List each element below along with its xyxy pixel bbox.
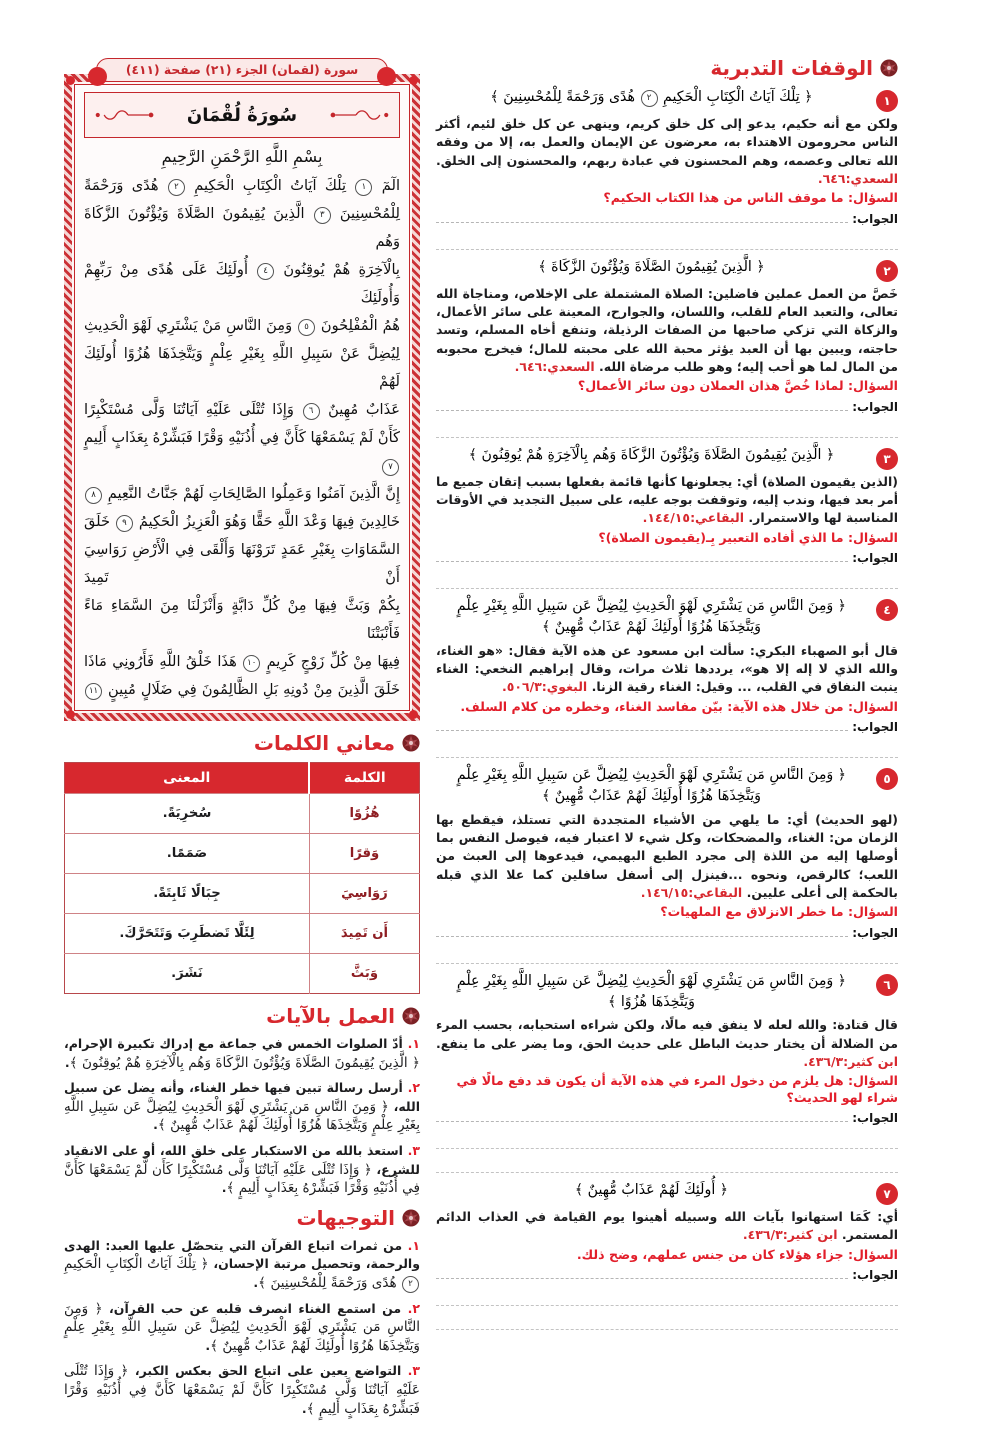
banner-ornament-icon bbox=[329, 108, 391, 122]
source-citation: البقاعي:١٤٦/١٥. bbox=[640, 884, 743, 900]
source-citation: السعدي:٦٤٦. bbox=[817, 170, 898, 186]
table-row bbox=[65, 874, 420, 914]
basmala: بِسْمِ اللَّهِ الرَّحْمَنِ الرَّحِيمِ bbox=[161, 147, 323, 166]
quran-line: إِنَّ الَّذِينَ آمَنُوا وَعَمِلُوا الصَّالِحَاتِ لَهُمْ جَنَّاتُ النَّعِيمِ ٨ bbox=[84, 480, 400, 508]
word-meanings-section bbox=[64, 733, 420, 994]
quran-quote: ﴿ الَّذِينَ يُقِيمُونَ الصَّلَاةَ وَيُؤْتُونَ الزَّكَاةَ ﴾ bbox=[538, 258, 765, 275]
banner-ornament-icon bbox=[93, 108, 155, 122]
quran-line: الٓمٓ ١ تِلْكَ آيَاتُ الْكِتَابِ الْحَكِيمِ ٢ هُدًى وَرَحْمَةً bbox=[84, 177, 401, 194]
answer-blank-line bbox=[436, 1282, 898, 1306]
tawjihat-list bbox=[64, 1237, 420, 1419]
answer-blank-line bbox=[436, 410, 848, 411]
item-question: السؤال: لماذا خُصَّ هذان العملان دون سائر الأعمال؟ bbox=[577, 378, 898, 394]
answer-extra-lines bbox=[436, 414, 898, 438]
item-number-badge: ٤ bbox=[876, 599, 898, 621]
item-commentary: (لهو الحديث) أي: ما يلهي من الأشياء المتجددة التي تستلذ، فيقطع بها الزمان من: الغناء، والمضحكات، وكل شيء لا اعتبار فيه، فيوصل النفس بما أوصلها إليه من اللذة إلى مجرد الطبع البهيمي، فيدعوها إلى العبث من اللعب؛ كالرقص، ونحوه ...فينزل إلى أسفل سافلين كما علا الذي قبله بالحكمة إلى أعلى عليين. البقاعي:١٤٦/١٥. bbox=[436, 811, 898, 900]
rosette-icon bbox=[880, 59, 898, 77]
item-question: السؤال: ما موقف الناس من هذا الكتاب الحكيم؟ bbox=[603, 190, 898, 206]
word-cell: رَوَاسِيَ bbox=[309, 874, 419, 914]
meaning-cell: سُخرِيَةً. bbox=[65, 794, 310, 834]
corner-dot-icon bbox=[409, 76, 418, 85]
item-commentary: قال قتادة: والله لعله لا ينفق فيه مالًا، ولكن شراءه استحبابه، بحسب المرء من الضلالة أن يختار حديث الباطل على حديث الحق، وما يضر على ما ينفع. ابن كثير:٤٣٦/٣. bbox=[436, 1017, 898, 1069]
item-question: السؤال: من خلال هذه الآية: بيّن مفاسد الغناء، وخطره من كلام السلف. bbox=[460, 698, 898, 714]
mushaf-frame bbox=[64, 74, 420, 721]
meaning-cell: جِبَالًا ثَابِتَةً. bbox=[65, 874, 310, 914]
meaning-cell: لِئَلَّا تَضطَرِبَ وَتَتَحَرَّكَ. bbox=[65, 914, 310, 954]
waqafat-item bbox=[436, 257, 898, 438]
quran-quote: ﴿ وَإِذَا تُتْلَى عَلَيْهِ آيَاتُنَا وَلَّى مُسْتَكْبِرًا كَأَن لَّمْ يَسْمَعْهَا كَأَنَّ فِي أُذُنَيْهِ وَقْرًا فَبَشِّرْهُ بِعَذَابٍ أَلِيمٍ ﴾ bbox=[64, 1161, 420, 1197]
item-commentary: خَصَّ من العمل عملين فاضلين: الصلاة المشتملة على الإخلاص، ومناجاة الله تعالى، والتعبد العام للقلب، واللسان، والجوارح، المعينة على سائر الأعمال، والزكاة التي تزكي صاحبها من الصفات الرذيلة، وتنفع أخاه المسلم، وتسد حاجته، ويبين بها أن العبد يؤثر محبة الله على محبته للمال؛ فيخرج محبوبه من المال لما هو أحب إليه؛ وهو طلب مرضاة الله. السعدي:٦٤٦. bbox=[436, 285, 898, 374]
answer-extra-lines bbox=[436, 1282, 898, 1330]
waqafat-item bbox=[436, 87, 898, 250]
answer-label: الجواب: bbox=[852, 1111, 898, 1126]
section-waqafat-header bbox=[436, 58, 898, 78]
amal-item: ٢. أرسل رسالة تبين فيها خطر الغناء، وأنه يضل عن سبيل الله، ﴿ وَمِنَ النَّاسِ مَن يَشْتَرِي لَهْوَ الْحَدِيثِ لِيُضِلَّ عَن سَبِيلِ اللَّهِ بِغَيْرِ عِلْمٍ وَيَتَّخِذَهَا هُزُوًا أُولَئِكَ لَهُمْ عَذَابٌ مُّهِينٌ ﴾. bbox=[64, 1080, 421, 1134]
answer-extra-lines bbox=[436, 940, 898, 964]
item-number-badge: ٣ bbox=[876, 448, 898, 470]
section-maani-header bbox=[64, 733, 420, 753]
corner-dot-icon bbox=[66, 76, 75, 85]
item-number-badge: ١ bbox=[876, 90, 898, 112]
amal-item: ١. أدّ الصلوات الخمس في جماعة مع إدراك تكبيرة الإحرام، ﴿ الَّذِينَ يُقِيمُونَ الصَّلَاةَ وَيُؤْتُونَ الزَّكَاةَ وَهُم بِالْآخِرَةِ هُمْ يُوقِنُونَ ﴾. bbox=[64, 1036, 420, 1071]
amal-list bbox=[64, 1035, 420, 1198]
quran-quote: ﴿ أُولَئِكَ لَهُمْ عَذَابٌ مُّهِينٌ ﴾ bbox=[574, 1182, 729, 1199]
section-title: معاني الكلمات bbox=[253, 731, 395, 755]
answer-label: الجواب: bbox=[852, 551, 898, 566]
amal-item: ٣. استعذ بالله من الاستكبار على خلق الله، أو على الانقياد للشرع، ﴿ وَإِذَا تُتْلَى عَلَيْهِ آيَاتُنَا وَلَّى مُسْتَكْبِرًا كَأَن لَّمْ يَسْمَعْهَا كَأَنَّ فِي أُذُنَيْهِ وَقْرًا فَبَشِّرْهُ بِعَذَابٍ أَلِيمٍ ﴾. bbox=[64, 1142, 420, 1197]
quran-line: لِيُضِلَّ عَنْ سَبِيلِ اللَّهِ بِغَيْرِ عِلْمٍ وَيَتَّخِذَهَا هُزُوًا أُولَئِكَ لَهُمْ bbox=[84, 345, 400, 390]
table-row bbox=[65, 954, 420, 994]
answer-blank-line bbox=[436, 565, 898, 589]
section-title: العمل بالآيات bbox=[266, 1004, 395, 1028]
item-number: ٣. bbox=[407, 1142, 420, 1158]
source-citation: ابن كثير:٤٣٦/٣. bbox=[803, 1053, 898, 1069]
waqafat-column bbox=[436, 58, 898, 1337]
quran-quote: ﴿ وَمِنَ النَّاسِ مَن يَشْتَرِي لَهْوَ الْحَدِيثِ لِيُضِلَّ عَن سَبِيلِ اللَّهِ بِغَيْرِ عِلْمٍ وَيَتَّخِذَهَا هُزُوًا أُولَئِكَ لَهُمْ عَذَابٌ مُّهِينٌ ﴾ bbox=[456, 767, 847, 805]
answer-blank-line bbox=[436, 936, 848, 937]
item-number-badge: ٦ bbox=[876, 974, 898, 996]
column-header-meaning: المعنى bbox=[65, 763, 310, 794]
tawjihat-item: ١. من ثمرات اتباع القرآن التي يتحصّل عليها العبد: الهدى والرحمة، وتحصيل مرتبة الإحسان، ﴿ تِلْكَ آيَاتُ الْكِتَابِ الْحَكِيمِ ٢ هُدًى وَرَحْمَةً لِلْمُحْسِنِينَ ﴾. bbox=[64, 1237, 420, 1291]
answer-extra-lines bbox=[436, 1125, 898, 1173]
mushaf-page bbox=[64, 58, 420, 721]
surah-title: سُورَةُ لُقْمَانَ bbox=[186, 104, 298, 126]
waqafat-item bbox=[436, 971, 898, 1173]
quran-quote: ﴿ وَمِنَ النَّاسِ مَن يَشْتَرِي لَهْوَ الْحَدِيثِ لِيُضِلَّ عَن سَبِيلِ اللَّهِ بِغَيْرِ عِلْمٍ وَيَتَّخِذَهَا هُزُوًا أُولَئِكَ لَهُمْ عَذَابٌ مُّهِينٌ ﴾ bbox=[456, 598, 847, 636]
item-commentary: أي: كَمَا استهانوا بآيات الله وسبيله أهينوا يوم القيامة في العذاب الدائم المستمر. ابن كثير:٤٣٦/٣. bbox=[436, 1209, 898, 1243]
section-title: الوقفات التدبرية bbox=[710, 56, 873, 80]
rosette-icon bbox=[402, 734, 420, 752]
quran-text bbox=[84, 172, 400, 704]
item-number-badge: ٥ bbox=[876, 768, 898, 790]
waqafat-item bbox=[436, 445, 898, 589]
quran-quote: ﴿ وَمِنَ النَّاسِ مَن يَشْتَرِي لَهْوَ الْحَدِيثِ لِيُضِلَّ عَن سَبِيلِ اللَّهِ بِغَيْرِ عِلْمٍ وَيَتَّخِذَهَا هُزُوًا أُولَئِكَ لَهُمْ عَذَابٌ مُّهِينٌ ﴾ bbox=[64, 1098, 420, 1134]
quran-quote: ﴿ تِلْكَ آيَاتُ الْكِتَابِ الْحَكِيمِ ٢ هُدًى وَرَحْمَةً لِلْمُحْسِنِينَ ﴾ bbox=[64, 1256, 420, 1291]
item-commentary: ولكن مع أنه حكيم، يدعو إلى كل خلق كريم، وينهى عن كل خلق لئيم، أكثر الناس محرومون الاهتداء به، معرضون عن الإيمان والعمل به، إلا من وفقه الله تعالى وعصمه، وهم المحسنون في عبادة ربهم، والمحسنون إلى الخلق. السعدي:٦٤٦. bbox=[436, 116, 898, 186]
quran-quote: ﴿ تِلْكَ آيَاتُ الْكِتَابِ الْحَكِيمِ ٢ هُدًى وَرَحْمَةً لِلْمُحْسِنِينَ ﴾ bbox=[490, 89, 813, 105]
item-question: السؤال: ما الذي أفاده التعبير بِـ(يقيمون الصلاة)؟ bbox=[598, 529, 898, 545]
left-column bbox=[64, 58, 420, 1428]
answer-blank-line bbox=[436, 730, 848, 731]
surah-title-banner bbox=[84, 92, 400, 138]
quran-line: خَالِدِينَ فِيهَا وَعْدَ اللَّهِ حَقًّا وَهُوَ الْعَزِيزُ الْحَكِيمُ ٩ خَلَقَ bbox=[84, 513, 400, 530]
table-row bbox=[65, 794, 420, 834]
answer-blank-line bbox=[436, 1278, 848, 1279]
answer-blank-line bbox=[436, 226, 898, 250]
mushaf-tab bbox=[96, 58, 388, 82]
word-meanings-table bbox=[64, 762, 420, 994]
answer-extra-lines bbox=[436, 565, 898, 589]
answer-extra-lines bbox=[436, 734, 898, 758]
item-number-badge: ٢ bbox=[876, 260, 898, 282]
column-header-word: الكلمة bbox=[309, 763, 419, 794]
quran-quote: ﴿ وَإِذَا تُتْلَى عَلَيْهِ آيَاتُنَا وَلَّى مُسْتَكْبِرًا كَأَنَّ لَمْ يَسْمَعْهَا كَأَنَّ فِي أُذُنَيْهِ وَقْرًا فَبَشِّرْهُ بِعَذَابٍ أَلِيمٍ ﴾ bbox=[64, 1363, 420, 1417]
item-number-badge: ٧ bbox=[876, 1183, 898, 1205]
item-number: ١. bbox=[407, 1237, 420, 1253]
quran-quote: ﴿ الَّذِينَ يُقِيمُونَ الصَّلَاةَ وَيُؤْتُونَ الزَّكَاةَ وَهُم بِالْآخِرَةِ هُمْ يُوقِنُونَ ﴾ bbox=[468, 446, 835, 463]
waqafat-list bbox=[436, 87, 898, 1330]
tawjihat-item: ٣. التواضع يعين على اتباع الحق بعكس الكبر، ﴿ وَإِذَا تُتْلَى عَلَيْهِ آيَاتُنَا وَلَّى مُسْتَكْبِرًا كَأَنَّ لَمْ يَسْمَعْهَا كَأَنَّ فِي أُذُنَيْهِ وَقْرًا فَبَشِّرْهُ بِعَذَابٍ أَلِيمٍ ﴾. bbox=[64, 1363, 421, 1417]
answer-label: الجواب: bbox=[852, 1268, 898, 1283]
waqafat-item bbox=[436, 1180, 898, 1330]
item-commentary: (الذين يقيمون الصلاة) أي: يجعلونها كأنها قائمة بفعلها بسبب إتقان جميع ما أمر بعد فيها، وندب إليه، وتوقفت بوجه عليه، على سبيل التجديد في الأوقات المناسبة لها والاستمرار. البقاعي:١٤٤/١٥. bbox=[436, 473, 898, 526]
answer-blank-line bbox=[436, 1149, 898, 1173]
answer-blank-line bbox=[436, 940, 898, 964]
section-title: التوجيهات bbox=[296, 1205, 395, 1230]
quran-quote: ﴿ الَّذِينَ يُقِيمُونَ الصَّلَاةَ وَيُؤْتُونَ الزَّكَاةَ وَهُم بِالْآخِرَةِ هُمْ يُوقِنُونَ ﴾ bbox=[69, 1054, 420, 1071]
item-question: السؤال: هل يلزم من دخول المرء في هذه الآية أن يكون قد دفع مالًا في شراء لهو الحديث؟ bbox=[456, 1073, 898, 1105]
quran-line: بِكُمْ وَبَثَّ فِيهَا مِنْ كُلِّ دَابَّةٍ وَأَنْزَلْنَا مِنَ السَّمَاءِ مَاءً فَأَنْبَتْنَا bbox=[84, 597, 400, 642]
item-commentary: قال أبو الصهباء البكري: سألت ابن مسعود عن هذه الآية فقال: «هو الغناء، والله الذي لا إله إلا هو»، يرددها ثلاث مرات، وقال إبراهيم النخعي: الغناء ينبت النفاق في القلب، ... وقيل: الغناء رقية الزنا. البغوي:٥٠٦/٣. bbox=[436, 642, 898, 695]
rosette-icon bbox=[402, 1209, 420, 1227]
item-question: السؤال: جزاء هؤلاء كان من جنس عملهم، وضح ذلك. bbox=[576, 1246, 898, 1262]
waqafat-item bbox=[436, 765, 898, 964]
amal-section bbox=[64, 1006, 420, 1198]
mushaf-tab-label: سورة (لقمان) الجزء (٢١) صفحة (٤١١) bbox=[125, 63, 359, 77]
answer-blank-line bbox=[436, 561, 848, 562]
quran-line: لِلْمُحْسِنِينَ ٣ الَّذِينَ يُقِيمُونَ الصَّلَاةَ وَيُؤْتُونَ الزَّكَاةَ وَهُم bbox=[84, 205, 400, 250]
answer-extra-lines bbox=[436, 226, 898, 250]
answer-blank-line bbox=[436, 734, 898, 758]
answer-blank-line bbox=[436, 1125, 898, 1149]
answer-label: الجواب: bbox=[852, 720, 898, 735]
tab-dot-icon bbox=[88, 67, 107, 86]
item-number: ١. bbox=[407, 1036, 420, 1051]
quran-line: فِيهَا مِنْ كُلِّ زَوْجٍ كَرِيمٍ ١٠ هَذَا خَلْقُ اللَّهِ فَأَرُونِي مَاذَا bbox=[84, 653, 400, 670]
answer-label: الجواب: bbox=[852, 399, 898, 414]
tab-dot-icon bbox=[377, 67, 396, 86]
quran-quote: ﴿ وَمِنَ النَّاسِ مَن يَشْتَرِي لَهْوَ الْحَدِيثِ لِيُضِلَّ عَن سَبِيلِ اللَّهِ بِغَيْرِ عِلْمٍ وَيَتَّخِذَهَا هُزُوًا ﴾ bbox=[456, 972, 847, 1010]
answer-label: الجواب: bbox=[852, 211, 898, 226]
word-cell: أَن تَمِيدَ bbox=[309, 914, 419, 954]
quran-line: هُمُ الْمُفْلِحُونَ ٥ وَمِنَ النَّاسِ مَنْ يَشْتَرِي لَهْوَ الْحَدِيثِ bbox=[84, 317, 400, 334]
answer-blank-line bbox=[436, 1121, 848, 1122]
source-citation: السعدي:٦٤٦. bbox=[514, 358, 595, 374]
source-citation: البغوي:٥٠٦/٣. bbox=[501, 679, 588, 695]
section-amal-header bbox=[64, 1006, 420, 1026]
quran-line: خَلَقَ الَّذِينَ مِنْ دُونِهِ بَلِ الظَّالِمُونَ فِي ضَلَالٍ مُبِينٍ ١١ bbox=[84, 676, 400, 704]
table-row bbox=[65, 914, 420, 954]
word-cell: هُزُوًا bbox=[309, 794, 419, 834]
quran-line: بِالْآخِرَةِ هُمْ يُوقِنُونَ ٤ أُولَئِكَ عَلَى هُدًى مِنْ رَبِّهِمْ وَأُولَئِكَ bbox=[84, 261, 400, 306]
source-citation: ابن كثير:٤٣٦/٣. bbox=[742, 1227, 838, 1243]
item-number: ٣. bbox=[407, 1363, 421, 1379]
answer-blank-line bbox=[436, 222, 848, 223]
answer-blank-line bbox=[436, 1306, 898, 1330]
quran-line: عَذَابٌ مُهِينٌ ٦ وَإِذَا تُتْلَى عَلَيْهِ آيَاتُنَا وَلَّى مُسْتَكْبِرًا bbox=[84, 401, 400, 418]
quran-quote: ﴿ وَمِنَ النَّاسِ مَن يَشْتَرِي لَهْوَ الْحَدِيثِ لِيُضِلَّ عَن سَبِيلِ اللَّهِ بِغَيْرِ عِلْمٍ وَيَتَّخِذَهَا هُزُوًا أُولَئِكَ لَهُمْ عَذَابٌ مُّهِينٌ ﴾ bbox=[64, 1300, 420, 1354]
item-question: السؤال: ما خطر الانزلاق مع الملهيات؟ bbox=[660, 904, 898, 920]
section-tawjihat-header bbox=[64, 1205, 420, 1230]
item-number: ٢. bbox=[407, 1080, 420, 1096]
meaning-cell: صَمَمًا. bbox=[65, 834, 310, 874]
table-row bbox=[65, 834, 420, 874]
source-citation: البقاعي:١٤٤/١٥. bbox=[642, 510, 745, 526]
word-cell: وَبَثَّ bbox=[309, 954, 419, 994]
rosette-icon bbox=[402, 1007, 420, 1025]
corner-dot-icon bbox=[409, 710, 418, 719]
meaning-cell: نَشَرَ. bbox=[65, 954, 310, 994]
tawjihat-section bbox=[64, 1205, 421, 1419]
answer-blank-line bbox=[436, 414, 898, 438]
quran-line: السَّمَاوَاتِ بِغَيْرِ عَمَدٍ تَرَوْنَهَا وَأَلْقَى فِي الْأَرْضِ رَوَاسِيَ أَنْ تَمِيدَ bbox=[84, 541, 400, 586]
item-number: ٢. bbox=[407, 1300, 420, 1316]
answer-label: الجواب: bbox=[852, 925, 898, 940]
corner-dot-icon bbox=[66, 710, 75, 719]
tawjihat-item: ٢. من استمع الغناء انصرف قلبه عن حب القرآن، ﴿ وَمِنَ النَّاسِ مَن يَشْتَرِي لَهْوَ الْحَدِيثِ لِيُضِلَّ عَن سَبِيلِ اللَّهِ بِغَيْرِ عِلْمٍ وَيَتَّخِذَهَا هُزُوًا أُولَئِكَ لَهُمْ عَذَابٌ مُّهِينٌ ﴾. bbox=[64, 1300, 420, 1354]
quran-line: كَأَنْ لَمْ يَسْمَعْهَا كَأَنَّ فِي أُذُنَيْهِ وَقْرًا فَبَشِّرْهُ بِعَذَابٍ أَلِيمٍ ٧ bbox=[84, 424, 400, 480]
word-cell: وَقرًا bbox=[309, 834, 419, 874]
waqafat-item bbox=[436, 596, 898, 758]
